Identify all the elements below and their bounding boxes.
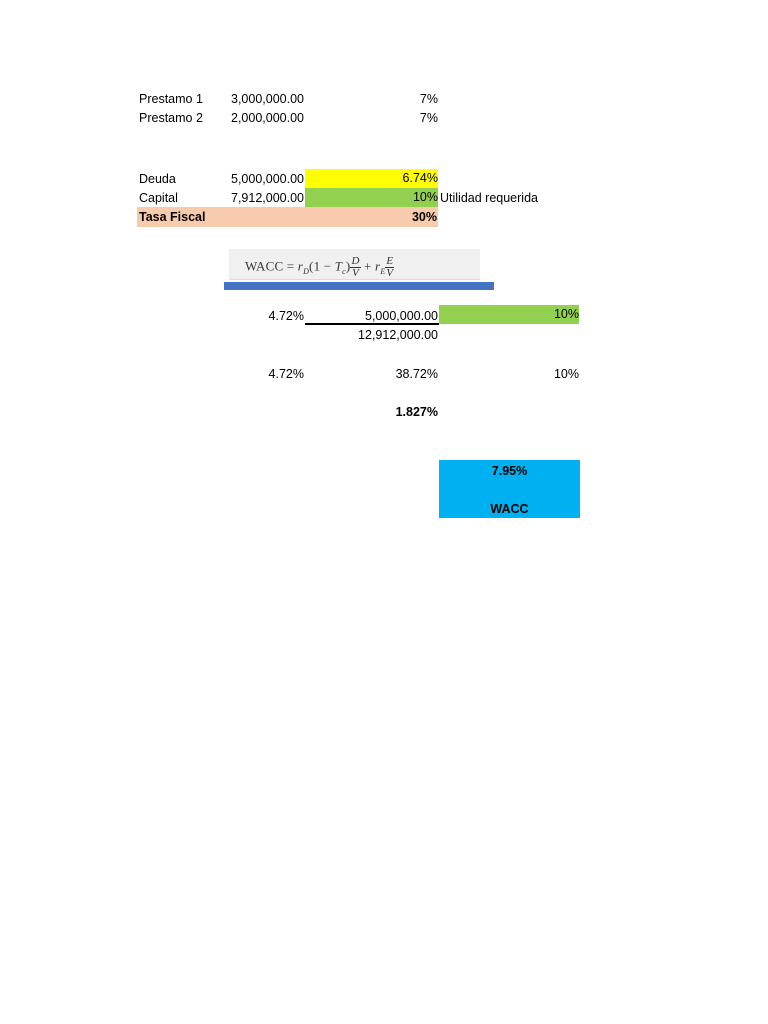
calc2-weight: 38.72% [395, 367, 438, 381]
capital-note: Utilidad requerida [440, 191, 538, 205]
wacc-label: WACC [490, 502, 529, 516]
capital-label: Capital [139, 191, 178, 205]
tasa-fiscal-label: Tasa Fiscal [139, 210, 206, 224]
tasa-fiscal-rate: 30% [411, 210, 437, 224]
wacc-formula: WACC = $r_D(1 - T_c)$ $\frac{D}{V}$ + $r_E$ $\frac{E}{V}$ [245, 255, 394, 279]
capital-rate-cell: 10% [305, 188, 438, 207]
calc1-rate-after-tax: 4.72% [268, 309, 304, 323]
capital-amount: 7,912,000.00 [231, 191, 304, 205]
loan-2-amount: 2,000,000.00 [231, 111, 304, 125]
loan-2-label: Prestamo 2 [139, 111, 203, 125]
deuda-label: Deuda [139, 172, 176, 186]
calc-total-value: 12,912,000.00 [358, 328, 438, 342]
calc2-rate-after-tax: 4.72% [268, 367, 304, 381]
calc-product: 1.827% [395, 405, 438, 419]
wacc-value: 7.95% [491, 464, 528, 478]
formula-underline-bar [224, 282, 494, 290]
deuda-amount: 5,000,000.00 [231, 172, 304, 186]
calc1-debt: 5,000,000.00 [365, 309, 438, 323]
wacc-formula-image [229, 249, 480, 280]
deuda-rate-cell: 6.74% [305, 169, 438, 188]
loan-2-rate: 7% [419, 111, 438, 125]
loan-1-rate: 7% [419, 92, 438, 106]
calc1-equity-rate-cell: 10% [439, 305, 579, 324]
wacc-result-box [439, 460, 580, 518]
loan-1-amount: 3,000,000.00 [231, 92, 304, 106]
fraction-line [305, 323, 439, 325]
loan-1-label: Prestamo 1 [139, 92, 203, 106]
tasa-fiscal-row [137, 207, 438, 227]
calc2-equity-rate: 10% [553, 367, 579, 381]
